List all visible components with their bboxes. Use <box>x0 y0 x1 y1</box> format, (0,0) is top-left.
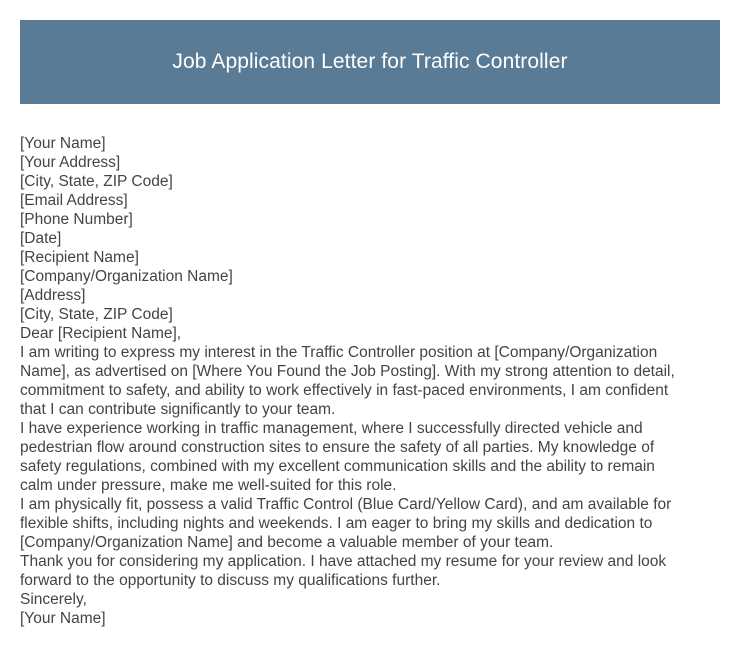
closing: Sincerely, <box>20 591 87 608</box>
sender-email: [Email Address] <box>20 192 128 209</box>
letter-body <box>20 134 720 628</box>
paragraph-line: commitment to safety, and ability to work effectively in fast-paced environments, I am confident <box>20 382 669 399</box>
paragraph-line: that I can contribute significantly to your team. <box>20 401 336 418</box>
letter-page <box>20 20 720 628</box>
title-banner <box>20 20 720 104</box>
paragraph-line: Name], as advertised on [Where You Found the Job Posting]. With my strong attention to detail, <box>20 363 675 380</box>
paragraph-line: I am writing to express my interest in the Traffic Controller position at [Company/Organization <box>20 344 658 361</box>
signature-name: [Your Name] <box>20 610 106 627</box>
letter-date: [Date] <box>20 230 62 247</box>
sender-block <box>20 134 720 248</box>
paragraph-line: forward to the opportunity to discuss my qualifications further. <box>20 572 441 589</box>
paragraph-line: I have experience working in traffic management, where I successfully directed vehicle and <box>20 420 643 437</box>
paragraph-thanks <box>20 552 720 590</box>
sender-name: [Your Name] <box>20 135 106 152</box>
recipient-company: [Company/Organization Name] <box>20 268 233 285</box>
paragraph-line: Thank you for considering my application. I have attached my resume for your review and look <box>20 553 667 570</box>
paragraph-line: safety regulations, combined with my excellent communication skills and the ability to remain <box>20 458 655 475</box>
paragraph-intro <box>20 343 720 419</box>
paragraph-line: pedestrian flow around construction sites to ensure the safety of all parties. My knowledge of <box>20 439 655 456</box>
paragraph-qualifications <box>20 495 720 552</box>
recipient-name: [Recipient Name] <box>20 249 139 266</box>
recipient-block <box>20 248 720 324</box>
paragraph-experience <box>20 419 720 495</box>
sender-city-state-zip: [City, State, ZIP Code] <box>20 173 173 190</box>
page-title: Job Application Letter for Traffic Controller <box>172 50 568 73</box>
paragraph-line: I am physically fit, possess a valid Traffic Control (Blue Card/Yellow Card), and am available for <box>20 496 672 513</box>
salutation: Dear [Recipient Name], <box>20 325 182 342</box>
paragraph-line: flexible shifts, including nights and weekends. I am eager to bring my skills and dedication to <box>20 515 653 532</box>
recipient-city-state-zip: [City, State, ZIP Code] <box>20 306 173 323</box>
paragraph-line: calm under pressure, make me well-suited for this role. <box>20 477 397 494</box>
recipient-address: [Address] <box>20 287 86 304</box>
paragraph-line: [Company/Organization Name] and become a valuable member of your team. <box>20 534 554 551</box>
sender-address: [Your Address] <box>20 154 121 171</box>
sender-phone: [Phone Number] <box>20 211 133 228</box>
